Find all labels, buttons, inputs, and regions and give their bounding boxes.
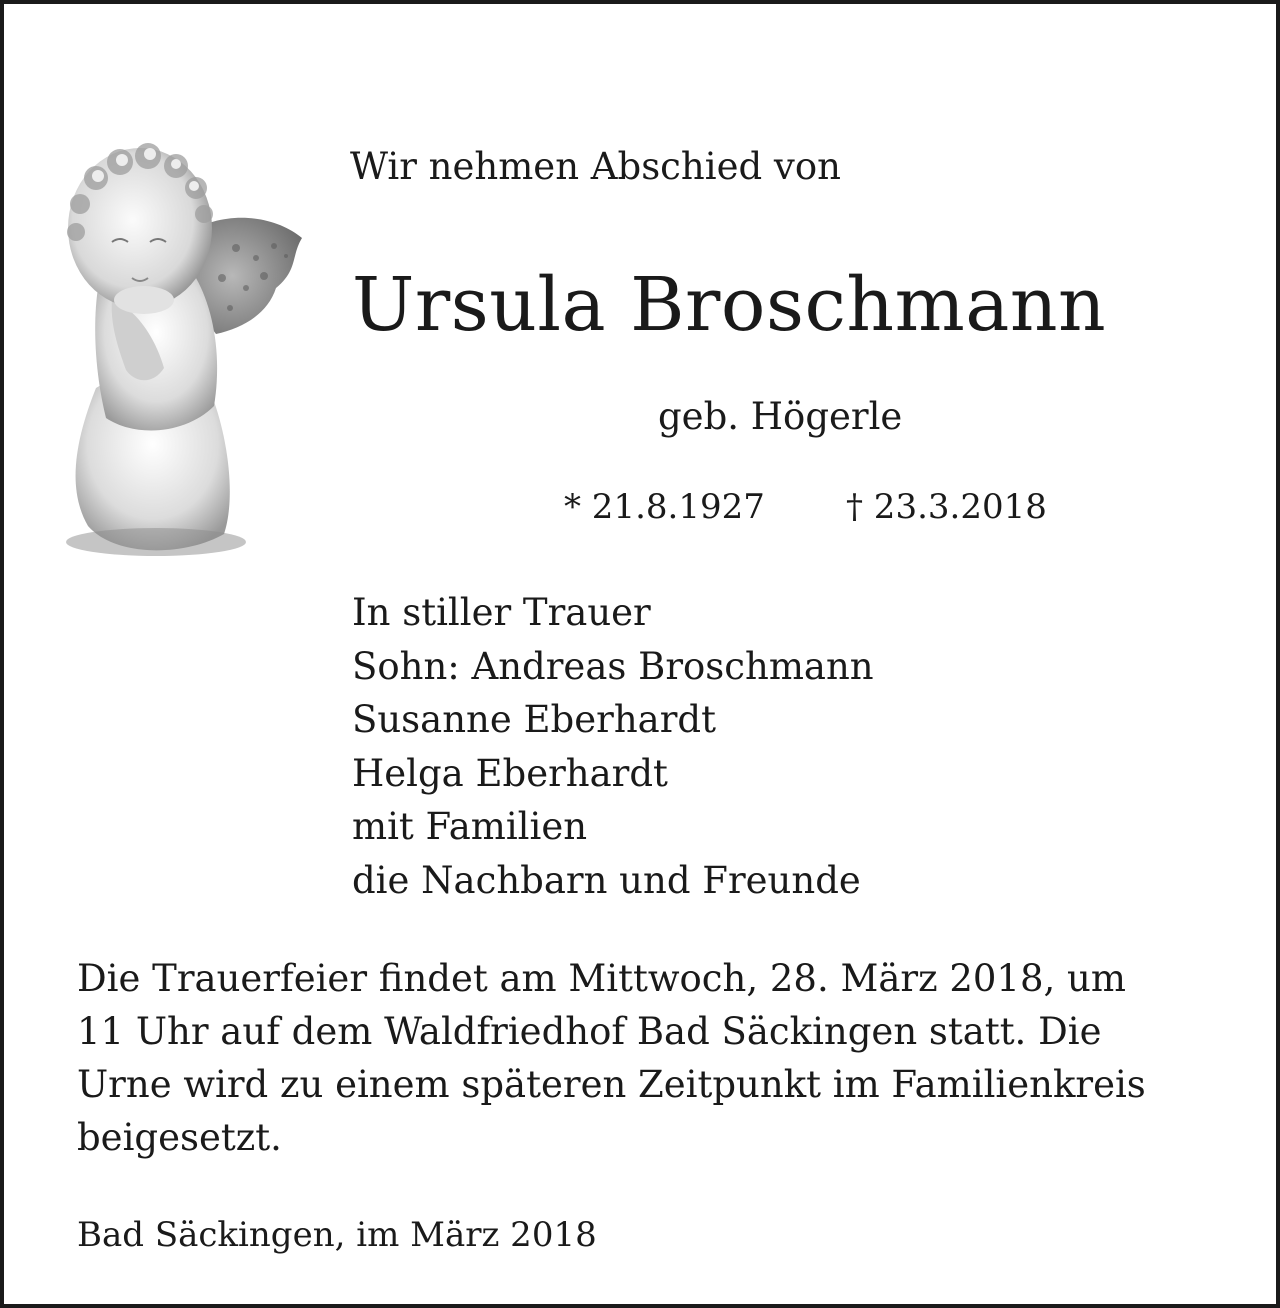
place-date: Bad Säckingen, im März 2018: [77, 1215, 597, 1255]
ceremony-line: Urne wird zu einem späteren Zeitpunkt im Familienkreis: [77, 1063, 1146, 1106]
birth-date: * 21.8.1927: [564, 487, 765, 527]
mourners-line: Susanne Eberhardt: [352, 698, 716, 741]
ceremony-line: 11 Uhr auf dem Waldfriedhof Bad Säckingen statt. Die: [77, 1010, 1102, 1053]
ceremony-line: Die Trauerfeier findet am Mittwoch, 28. März 2018, um: [77, 957, 1126, 1000]
mourners-line: In stiller Trauer: [352, 591, 651, 634]
ceremony-line: beigesetzt.: [77, 1116, 282, 1159]
mourners-list: [352, 586, 874, 907]
intro-text: Wir nehmen Abschied von: [350, 145, 841, 188]
angel-icon: [36, 138, 308, 562]
mourners-line: die Nachbarn und Freunde: [352, 858, 861, 902]
maiden-name: geb. Högerle: [658, 395, 903, 438]
death-date: † 23.3.2018: [846, 487, 1047, 527]
mourners-line: Helga Eberhardt: [352, 751, 668, 795]
mourners-line: Sohn: Andreas Broschmann: [352, 644, 874, 688]
deceased-name: Ursula Broschmann: [352, 262, 1107, 348]
ceremony-info: [77, 952, 1237, 1164]
mourners-line: mit Familien: [352, 805, 588, 848]
